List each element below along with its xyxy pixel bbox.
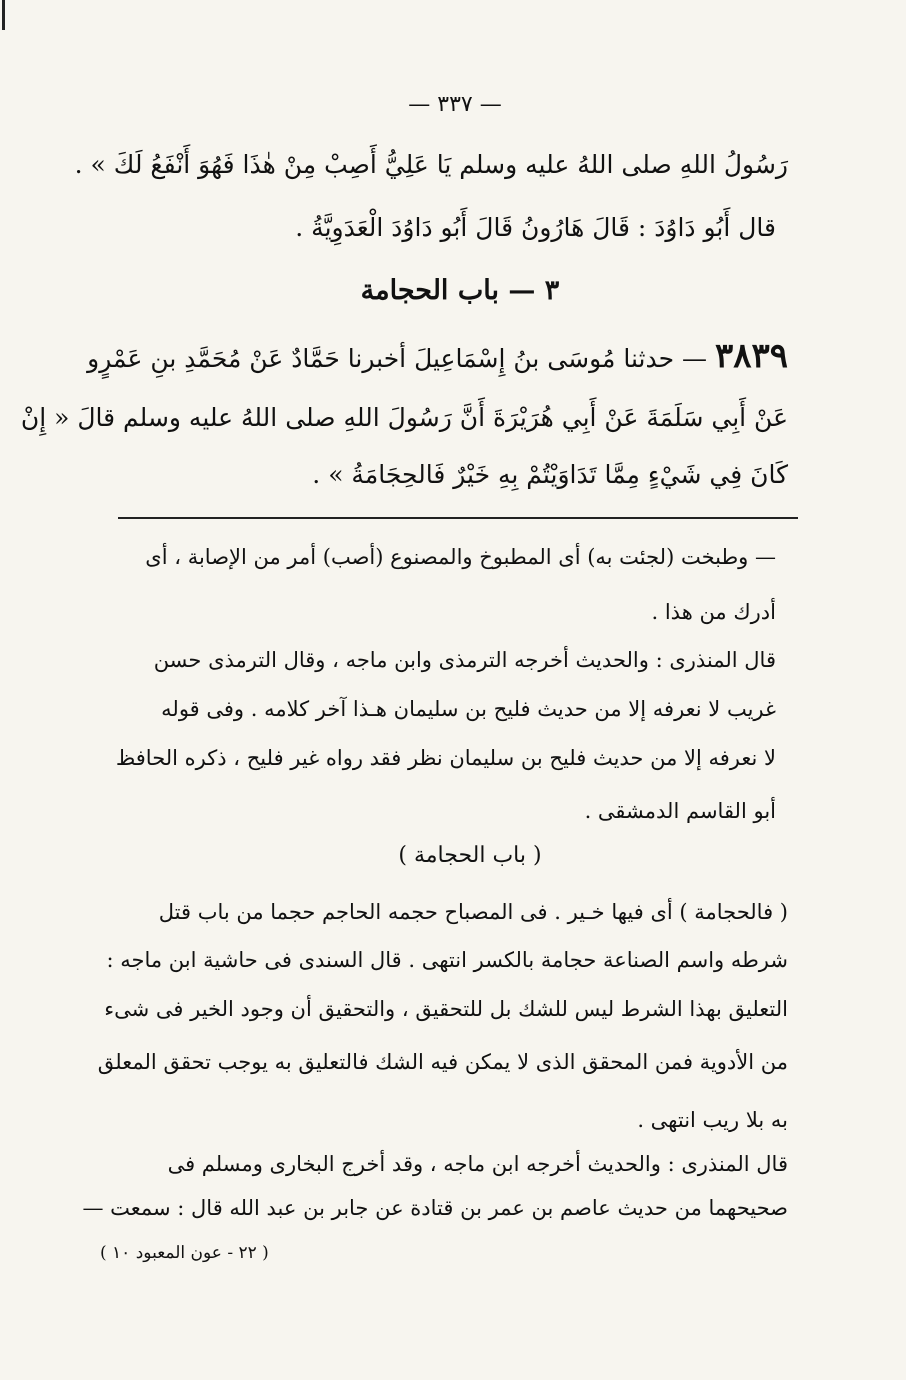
commentary-line: التعليق بهذا الشرط ليس للشك بل للتحقيق ، والتحقيق أن وجود الخير فى شىء <box>104 997 788 1021</box>
chapter-number: ٣ <box>544 275 560 306</box>
matn-line: رَسُولُ اللهِ صلى اللهُ عليه وسلم يَا عَلِيُّ أَصِبْ مِنْ هٰذَا فَهُوَ أَنْفَعُ لَكَ » . <box>74 150 788 179</box>
commentary-line: أبو القاسم الدمشقى . <box>584 799 776 823</box>
hadith-number: ٣٨٣٩ <box>714 336 788 376</box>
hadith-line <box>87 336 788 376</box>
commentary-line: صحيحهما من حديث عاصم بن عمر بن قتادة عن جابر بن عبد الله قال : سمعت — <box>82 1196 788 1220</box>
commentary-line: ( فالحجامة ) أى فيها خـير . فى المصباح حجمه الحاجم حجما من باب قتل <box>158 900 788 924</box>
commentary-line: — وطبخت (لجئت به) أى المطبوخ والمصنوع (أصب) أمر من الإصابة ، أى <box>145 545 776 569</box>
margin-rule <box>2 0 5 30</box>
chapter-heading <box>300 275 620 306</box>
commentary-line: به بلا ريب انتهى . <box>637 1108 788 1132</box>
matn-line: عَنْ أَبِي سَلَمَةَ عَنْ أَبِي هُرَيْرَةَ أَنَّ رَسُولَ اللهِ صلى اللهُ عليه وسلم قالَ « إِنْ <box>20 403 788 432</box>
commentary-line: أدرك من هذا . <box>651 600 776 624</box>
commentary-line: لا نعرفه إلا من حديث فليح بن سليمان نظر فقد رواه غير فليح ، ذكره الحافظ <box>115 746 776 770</box>
commentary-subheading: ( باب الحجامة ) <box>398 843 542 868</box>
commentary-line: شرطه واسم الصناعة حجامة بالكسر انتهى . قال السندى فى حاشية ابن ماجه : <box>106 948 788 972</box>
page-number: — ٣٣٧ — <box>408 92 502 117</box>
separator-rule <box>118 517 798 519</box>
commentary-line: من الأدوية فمن المحقق الذى لا يمكن فيه الشك فالتعليق به يوجب تحقق المعلق <box>97 1050 788 1074</box>
commentary-line: قال المنذرى : والحديث أخرجه ابن ماجه ، وقد أخرج البخارى ومسلم فى <box>167 1152 788 1176</box>
commentary-line: قال المنذرى : والحديث أخرجه الترمذى وابن ماجه ، وقال الترمذى حسن <box>153 648 776 672</box>
chapter-title: — باب الحجامة <box>360 275 536 306</box>
matn-line: قال أَبُو دَاوُدَ : قَالَ هَارُونُ قَالَ أَبُو دَاوُدَ الْعَدَوِيَّةُ . <box>295 213 776 242</box>
isnad-text: — حدثنا مُوسَى بنُ إِسْمَاعِيلَ أخبرنا حَمَّادٌ عَنْ مُحَمَّدِ بنِ عَمْرٍو <box>87 344 707 373</box>
matn-line: كَانَ فِي شَيْءٍ مِمَّا تَدَاوَيْتُمْ بِهِ خَيْرٌ فَالحِجَامَةُ » . <box>312 460 788 489</box>
commentary-line: غريب لا نعرفه إلا من حديث فليح بن سليمان هـذا آخر كلامه . وفى قوله <box>161 697 776 721</box>
signature-footer: ( ٢٢ - عون المعبود ١٠ ) <box>100 1243 269 1263</box>
